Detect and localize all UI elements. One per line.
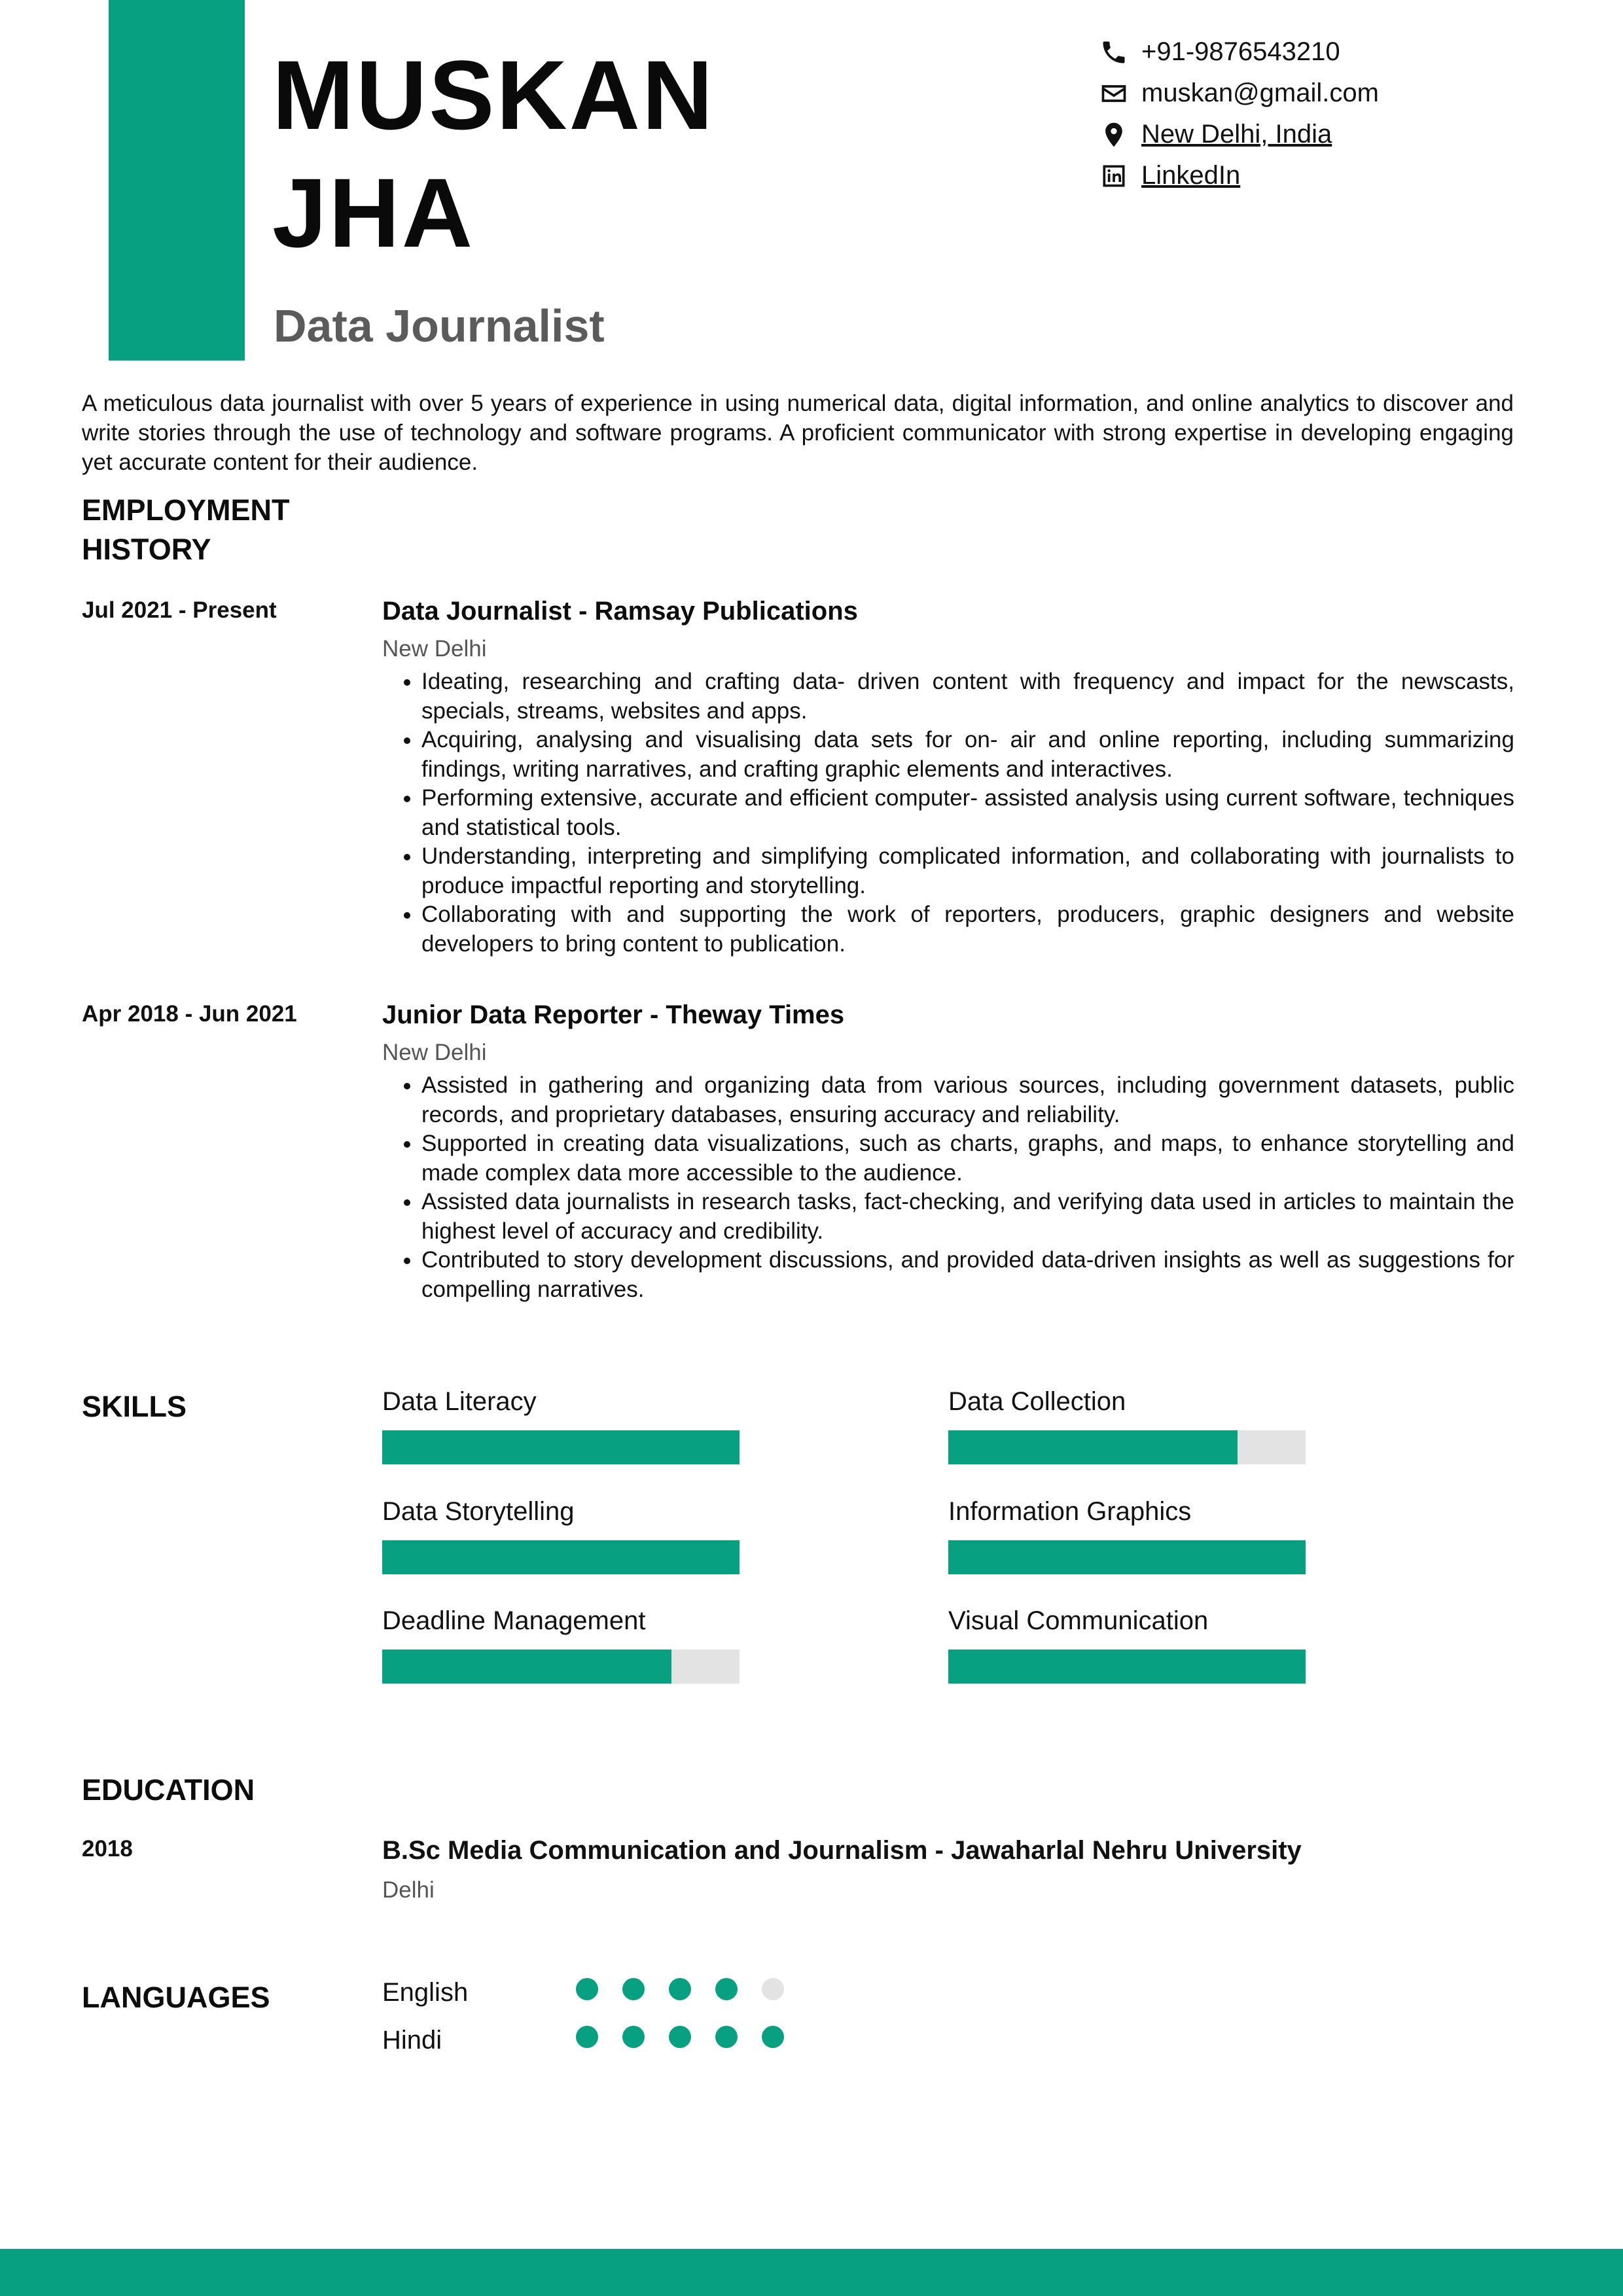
contact-linkedin (1099, 155, 1379, 196)
job-location: New Delhi (382, 636, 487, 662)
location-pin-icon (1099, 120, 1128, 149)
job-bullet: • Acquiring, analysing and visualising data sets for on- air and online reporting, including summarizing findings, writing narratives, and crafting graphic elements and interactives. (421, 726, 1514, 784)
language-name: Hindi (382, 2026, 442, 2055)
skill-bar-track (948, 1430, 1306, 1464)
rating-dot (622, 2026, 645, 2048)
skill-item (948, 1385, 1306, 1464)
contact-phone (1099, 31, 1379, 73)
candidate-name (272, 36, 715, 272)
section-title-employment (82, 491, 290, 569)
name-first: MUSKAN (272, 40, 715, 150)
job-heading: Data Journalist - Ramsay Publications (382, 597, 858, 626)
mail-icon (1099, 79, 1128, 108)
job-dates: Apr 2018 - Jun 2021 (82, 1001, 297, 1027)
job-bullets (382, 667, 1514, 959)
job-bullet: • Understanding, interpreting and simplifying complicated information, and collaborating with journalists to produce impactful reporting and storytelling. (421, 842, 1514, 900)
skill-item (382, 1494, 740, 1574)
skill-label: Data Collection (948, 1387, 1126, 1416)
job-bullet: • Supported in creating data visualizations, such as charts, graphs, and maps, to enhance storytelling and made complex data more accessible to the audience. (421, 1129, 1514, 1188)
job-bullet: • Assisted data journalists in research tasks, fact-checking, and verifying data used in articles to maintain the highest level of accuracy and credibility. (421, 1188, 1514, 1246)
section-title-employment-line2: HISTORY (82, 533, 211, 566)
skill-bar-track (382, 1650, 740, 1684)
job-entry (382, 998, 1514, 1304)
skill-label: Deadline Management (382, 1606, 646, 1635)
skill-label: Data Literacy (382, 1387, 537, 1416)
job-location: New Delhi (382, 1040, 487, 1065)
skill-bar-fill (948, 1430, 1238, 1464)
language-rating (576, 1978, 808, 2000)
linkedin-link[interactable]: LinkedIn (1141, 161, 1241, 190)
section-title-employment-line1: EMPLOYMENT (82, 493, 290, 527)
skill-bar-track (948, 1540, 1306, 1574)
linkedin-icon (1099, 162, 1128, 190)
skill-bar-fill (382, 1430, 740, 1464)
skill-label: Visual Communication (948, 1606, 1209, 1635)
section-title-education: EDUCATION (82, 1773, 255, 1807)
job-title: Data Journalist (274, 300, 605, 351)
skill-item (948, 1604, 1306, 1684)
skill-item (382, 1385, 740, 1464)
job-bullet: • Performing extensive, accurate and efficient computer- assisted analysis using current software, techniques and statistical tools. (421, 784, 1514, 842)
profile-summary: A meticulous data journalist with over 5 years of experience in using numerical data, digital information, and online analytics to discover and write stories through the use of technology and software programs. A proficient communicator with strong expertise in developing engaging yet accurate content for their audience. (82, 391, 1514, 475)
skill-bar-fill (382, 1540, 740, 1574)
rating-dot (622, 1978, 645, 2000)
section-title-languages: LANGUAGES (82, 1981, 270, 2014)
job-dates: Jul 2021 - Present (82, 597, 277, 623)
email-address[interactable]: muskan@gmail.com (1141, 79, 1379, 107)
skill-bar-track (382, 1540, 740, 1574)
skill-label: Information Graphics (948, 1497, 1192, 1526)
job-bullet: • Assisted in gathering and organizing data from various sources, including government datasets, public records, and proprietary databases, ensuring accuracy and reliability. (421, 1071, 1514, 1129)
rating-dot (576, 1978, 598, 2000)
header-accent-bar (109, 0, 245, 361)
phone-number: +91-9876543210 (1141, 37, 1340, 66)
phone-icon (1099, 38, 1128, 67)
contact-email (1099, 73, 1379, 114)
education-year: 2018 (82, 1836, 133, 1862)
rating-dot (576, 2026, 598, 2048)
skill-bar-fill (948, 1650, 1306, 1684)
rating-dot (715, 1978, 738, 2000)
contact-location (1099, 114, 1379, 155)
name-last: JHA (272, 158, 475, 268)
skill-bar-fill (382, 1650, 671, 1684)
education-location: Delhi (382, 1877, 435, 1903)
skill-item (382, 1604, 740, 1684)
skill-item (948, 1494, 1306, 1574)
footer-accent-bar (0, 2249, 1623, 2296)
job-entry (382, 594, 1514, 959)
rating-dot (715, 2026, 738, 2048)
language-name: English (382, 1978, 469, 2007)
section-title-skills: SKILLS (82, 1390, 187, 1423)
contact-list (1099, 31, 1379, 196)
skill-bar-track (948, 1650, 1306, 1684)
language-rating (576, 2026, 808, 2048)
job-bullet: • Ideating, researching and crafting data- driven content with frequency and impact for the newscasts, specials, streams, websites and apps. (421, 667, 1514, 726)
job-bullet: • Contributed to story development discussions, and provided data-driven insights as well as suggestions for compelling narratives. (421, 1246, 1514, 1304)
location-link[interactable]: New Delhi, India (1141, 120, 1332, 149)
rating-dot (762, 2026, 784, 2048)
job-bullet: • Collaborating with and supporting the work of reporters, producers, graphic designers and website developers to bring content to publication. (421, 900, 1514, 959)
rating-dot (669, 1978, 691, 2000)
job-heading: Junior Data Reporter - Theway Times (382, 1000, 845, 1029)
skill-bar-track (382, 1430, 740, 1464)
job-bullets (382, 1071, 1514, 1304)
rating-dot (762, 1978, 784, 2000)
skill-label: Data Storytelling (382, 1497, 575, 1526)
rating-dot (669, 2026, 691, 2048)
education-degree: B.Sc Media Communication and Journalism - Jawaharlal Nehru University (382, 1836, 1302, 1865)
skill-bar-fill (948, 1540, 1306, 1574)
